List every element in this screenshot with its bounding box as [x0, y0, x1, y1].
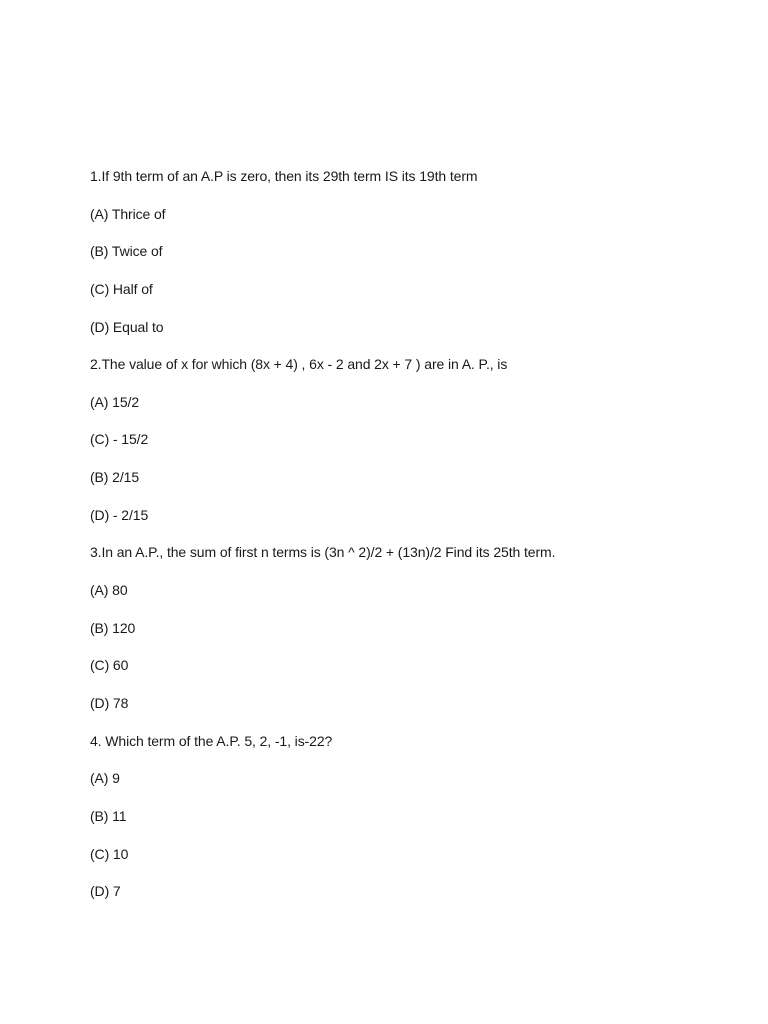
question-4-option-d: (D) 7 — [90, 883, 121, 899]
question-2-text: 2.The value of x for which (8x + 4) , 6x - 2 and 2x + 7 ) are in A. P., is — [90, 356, 508, 372]
question-2-option-2: (C) - 15/2 — [90, 431, 149, 447]
question-3-option-c: (C) 60 — [90, 657, 129, 673]
question-4-option-b: (B) 11 — [90, 808, 127, 824]
question-1-text: 1.If 9th term of an A.P is zero, then its 29th term IS its 19th term — [90, 168, 478, 184]
question-3-option-a: (A) 80 — [90, 582, 128, 598]
question-1-option-a: (A) Thrice of — [90, 206, 166, 222]
question-4-text: 4. Which term of the A.P. 5, 2, -1, is-22? — [90, 733, 333, 749]
question-1-option-d: (D) Equal to — [90, 319, 164, 335]
question-4-option-c: (C) 10 — [90, 846, 129, 862]
question-1-option-c: (C) Half of — [90, 281, 153, 297]
question-3-option-b: (B) 120 — [90, 620, 136, 636]
question-3-text: 3.In an A.P., the sum of first n terms is (3n ^ 2)/2 + (13n)/2 Find its 25th term. — [90, 544, 556, 560]
question-4-option-a: (A) 9 — [90, 770, 120, 786]
question-3-option-d: (D) 78 — [90, 695, 129, 711]
question-2-option-4: (D) - 2/15 — [90, 507, 149, 523]
question-2-option-1: (A) 15/2 — [90, 394, 139, 410]
question-2-option-3: (B) 2/15 — [90, 469, 139, 485]
question-1-option-b: (B) Twice of — [90, 243, 163, 259]
